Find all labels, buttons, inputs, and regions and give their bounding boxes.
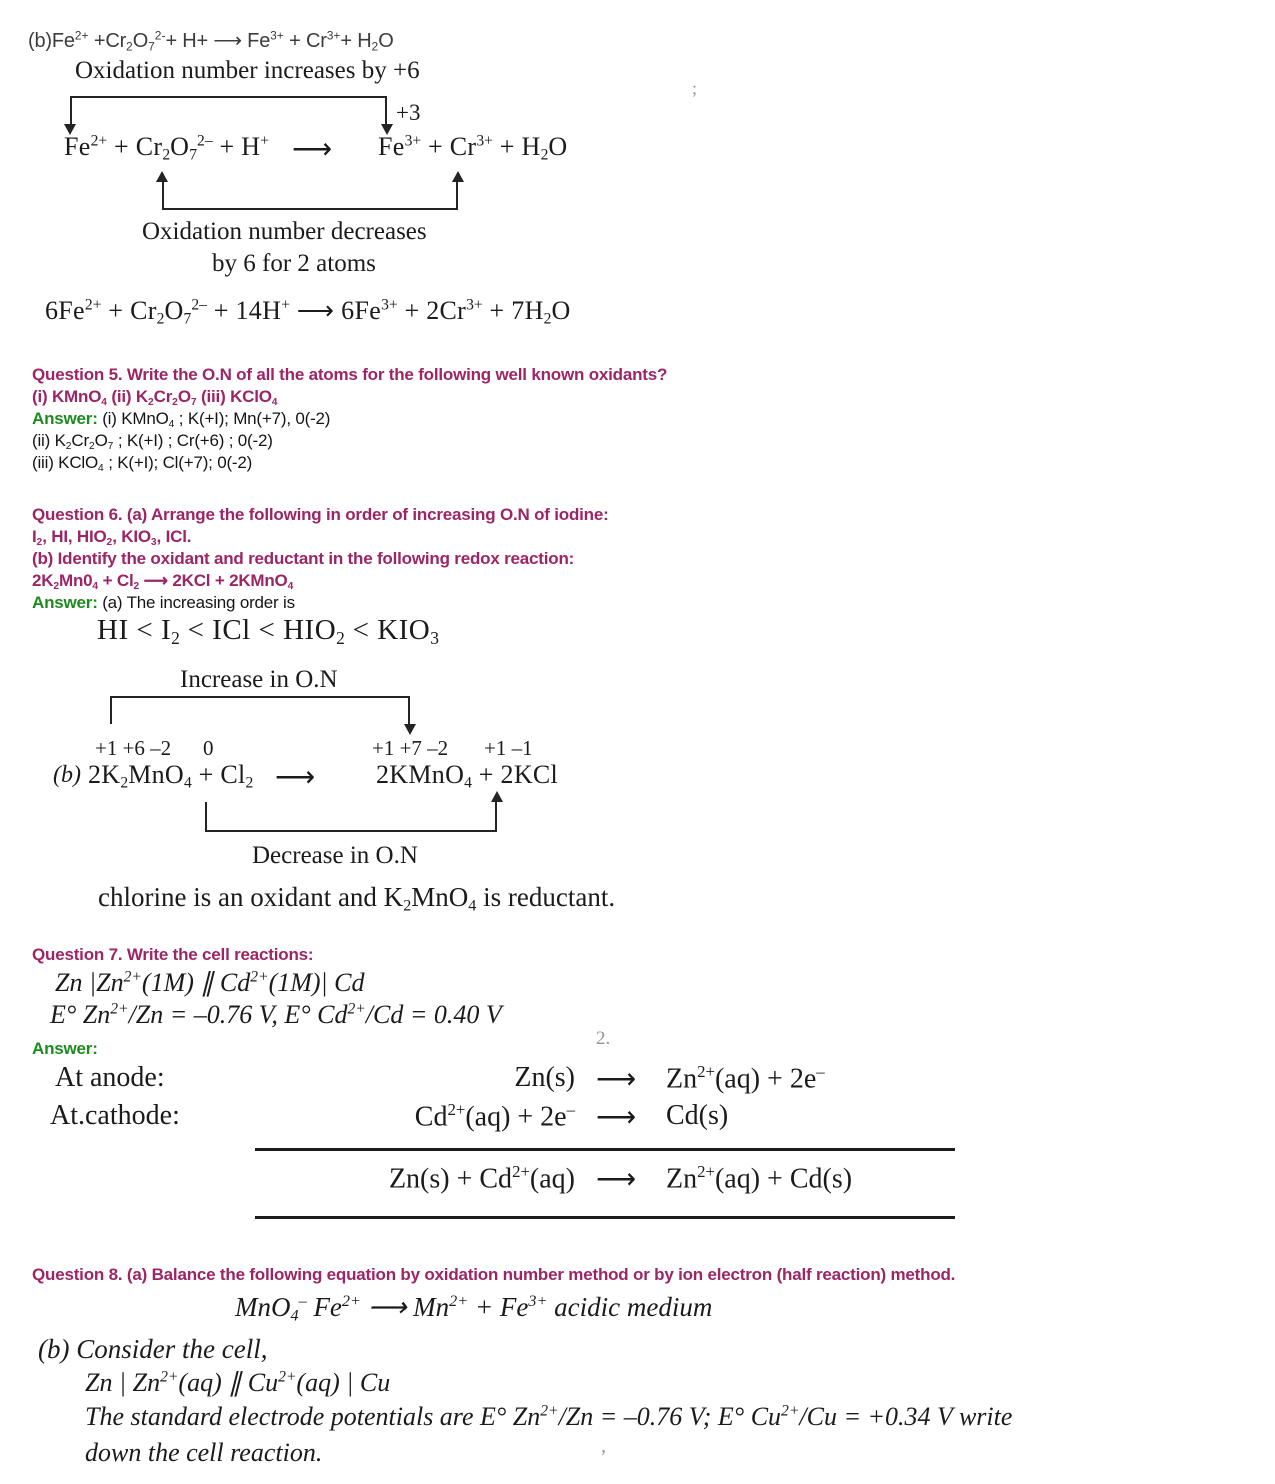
down-arrow-icon [404,724,416,735]
q7-cell-notation: Zn $|Zn^{2+}(1M)$ ∥ $Cd^{2+}(1M)|$ Cd [55,968,365,997]
up-arrow-icon [491,791,503,802]
answer-text: (i) KMnO$_4$ ; K(+I); Mn(+7), 0(-2) [97,409,331,430]
ox-decrease-caption-line2: by 6 for 2 atoms [212,250,376,277]
oxidation-states-kmno4: +1 +7 –2 [372,736,449,760]
reaction-arrow-icon: ⟶ [292,134,333,165]
part-b-label: (b) [53,762,81,788]
q8-potentials-line1: The standard electrode potentials are E° $Zn^{2+}/Zn = -0.76$ V; E° $Cu^{2+}/Cu = +0.34$ V write [85,1402,1013,1431]
plus3-annotation: +3 [396,100,421,125]
cathode-label: At.cathode: [50,1100,180,1131]
k2mno4-eq-products: 2KMnO$_4$ + 2KCl [376,760,559,792]
q8-part-b: (b) Consider the cell, [38,1334,268,1364]
overall-eq-right: $Zn^{2+}(aq) + Cd(s)$ [666,1162,853,1195]
q8-equation: MnO$_4$– $Fe^{2+}$ ⟶ $Mn^{2+} + Fe^{3+}$ acidic medium [235,1292,713,1325]
anode-eq-left: Zn(s) [514,1062,575,1093]
sum-rule-top [255,1148,955,1151]
ox-increase-caption: Oxidation number increases by +6 [75,57,420,84]
question6-title: Question 6. (a) Arrange the following in order of increasing O.N of iodine: [32,505,609,524]
decrease-on-caption: Decrease in O.N [252,842,418,869]
q6-conclusion: chlorine is an oxidant and $K_2MnO_4$ is reductant. [98,882,616,915]
answer-label: Answer: [32,593,98,612]
k2mno4-eq-reactants: $2K_2MnO_4 + Cl_2$ [88,760,254,792]
answer-label: Answer: [32,1039,98,1058]
question6-part-b: (b) Identify the oxidant and reductant in the following redox reaction: [32,549,575,568]
oxidation-states-k2mno4: +1 +6 –2 [95,736,172,760]
ox-increase-bracket [70,96,387,124]
anode-label: At anode: [55,1062,165,1093]
oxidation-state-cl2: 0 [203,736,214,760]
scan-artifact: ; [692,78,698,98]
fe-eq-products: $Fe^{3+} + Cr^{3+} + H_2O$ [378,132,568,164]
cathode-eq-right: Cd(s) [666,1100,729,1131]
question5-answer-line3: (iii) KClO$_4$ ; K(+I); Cl(+7); 0(-2) [32,453,253,474]
q7-standard-potentials: E° $Zn^{2+}/Zn = -0.76$ V, E° $Cd^{2+}/Cd = 0.40$ V [50,1000,502,1029]
increase-on-caption: Increase in O.N [180,666,338,693]
up-arrow-icon [156,171,168,182]
sum-rule-bottom [255,1216,955,1219]
q8-cell-notation: Zn | $Zn^{2+}(aq)$ ∥ $Cu^{2+}(aq)$ | Cu [85,1368,391,1397]
question6-species: $I_2$, HI, $HIO_2$, $KIO_3$, ICl. [32,527,192,548]
answer-label: Answer: [32,409,98,428]
overall-eq-left: $Zn(s) + Cd^{2+}(aq)$ [388,1162,575,1195]
reaction-arrow-icon: ⟶ [596,1164,637,1195]
fe-eq-reactants: $Fe^{2+} + Cr_2O_7^{2-} + H^+$ [64,132,270,164]
answer-text: (a) The increasing order is [97,593,295,612]
reaction-arrow-icon: ⟶ [596,1102,637,1133]
increasing-order-line: HI < $I_2$ < ICl < $HIO_2 < KIO_3$ [97,614,439,648]
q8-potentials-line2: down the cell reaction. [85,1438,323,1467]
increase-on-bracket [110,696,410,724]
question8-title: Question 8. (a) Balance the following equation by oxidation number method or by ion electron (half reaction) method. [32,1265,956,1284]
question6-answer-intro [32,592,295,614]
reaction-arrow-icon: ⟶ [275,762,316,793]
reaction-b-header: $(b)Fe^{2+} +Cr_2O_7^{2-}+ H+$ ⟶ $Fe^{3+} + Cr^{3+}+ H_2O$ [28,28,394,54]
scan-artifact: ’ [600,1446,607,1468]
up-arrow-icon [452,171,464,182]
question7-title: Question 7. Write the cell reactions: [32,945,314,964]
question5-answer-line2: (ii) $K_2Cr_2O_7$ ; K(+I) ; Cr(+6) ; 0(-2) [32,431,273,452]
decrease-on-bracket [205,802,497,832]
anode-eq-right: $Zn^{2+}(aq) + 2e^-$ [666,1062,825,1095]
scan-artifact: 2. [596,1028,611,1049]
balanced-equation: $6Fe^{2+} + Cr_2O_7^{2-} + 14H^+$ ⟶ $6Fe^{3+} + 2Cr^{3+} + 7H_2O$ [45,296,571,328]
question5-oxidants: (i) KMnO$_4$ (ii) $K_2Cr_2O_7$ (iii) KClO$_4$ [32,387,278,408]
cathode-eq-left: $Cd^{2+}(aq) + 2e^-$ [414,1100,575,1133]
reaction-arrow-icon: ⟶ [596,1064,637,1095]
question6-reaction: $2K_2Mn0_4 + Cl_2$ ⟶ 2KCl + 2KMnO$_4$ [32,571,294,592]
oxidation-states-kcl: +1 –1 [484,736,533,760]
question5-title: Question 5. Write the O.N of all the atoms for the following well known oxidants? [32,365,668,384]
ox-decrease-caption-line1: Oxidation number decreases [142,218,427,245]
ox-decrease-bracket [162,182,458,210]
